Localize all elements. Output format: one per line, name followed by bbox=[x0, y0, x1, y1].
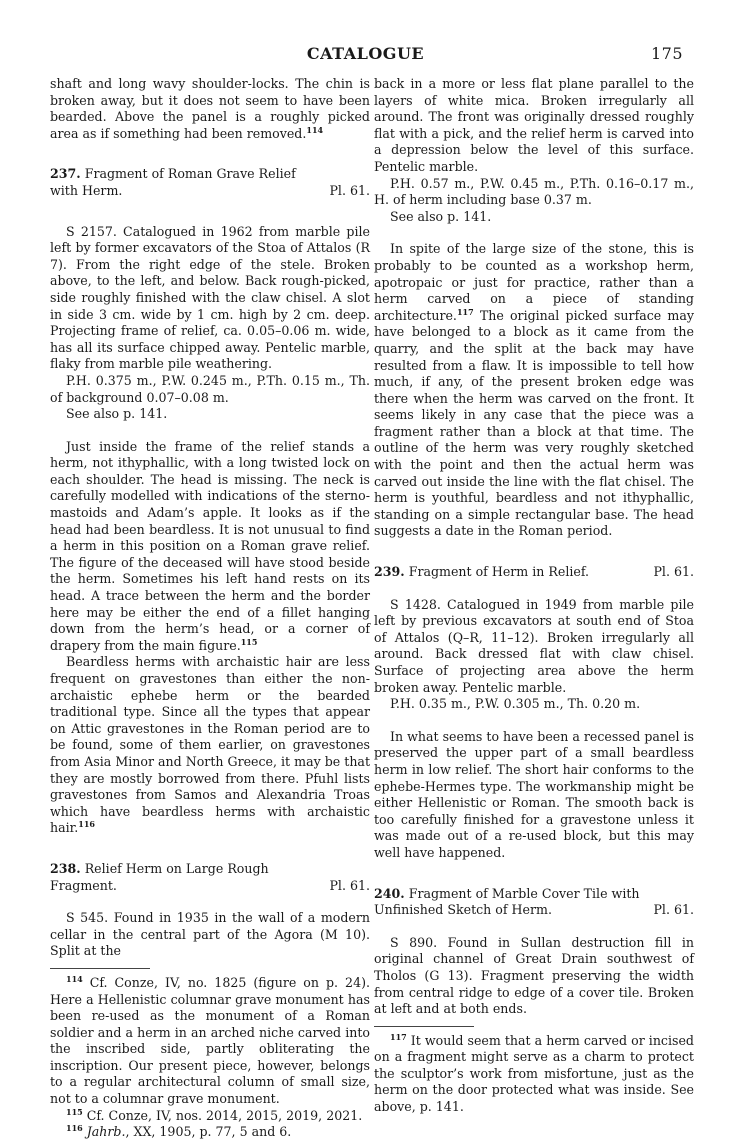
footnote: $^{114}$ Cf. Conze, IV, no. 1825 (figure on p. 24). Here a Hellenistic columnar grave monument has been re-used as the monument of a Roman soldier and a herm in an arched niche carved into the inscribed side, partly obliterating the inscription. Our present piece, however, belongs to a regular architectural column of small size, not to a columnar grave monument. bbox=[50, 973, 370, 1107]
running-header-title: CATALOGUE bbox=[306, 44, 425, 63]
commentary-paragraph: In what seems to have been a recessed panel is preserved the upper part of a small beardless herm in low relief. The short hair conforms to the ephebe-Hermes type. The workmanship might be either Hellenistic or Roman. The smooth back is too carefully finished for a gravestone unless it was made out of a re-used block, but this may well have happened. bbox=[374, 728, 694, 860]
entry-number: 238. bbox=[50, 860, 81, 876]
entry-heading-237 bbox=[50, 166, 370, 199]
footnote: $^{117}$ It would seem that a herm carved or incised on a fragment might serve as a charm to protect the sculptor’s work from misfortune, just as the herm on the door protected what was inside. See above, p. 141. bbox=[374, 1031, 694, 1115]
entry-title: Fragment of Roman Grave Relief with Herm. bbox=[50, 166, 296, 198]
entry-dimensions: P.H. 0.57 m., P.W. 0.45 m., P.Th. 0.16–0.17 m., H. of herm including base 0.37 m. bbox=[374, 175, 694, 208]
entry-heading-238 bbox=[50, 861, 370, 894]
footnote-ref: 115 bbox=[240, 636, 258, 647]
footnote-rule bbox=[374, 1026, 474, 1027]
entry-number: 237. bbox=[50, 166, 81, 182]
entry-description: S 890. Found in Sullan destruction fill in original channel of Great Drain southwest of Tholos (G 13). Fragment preserving the width from central ridge to edge of a cover tile. Broken at left and at both ends. bbox=[374, 934, 694, 1017]
plate-ref: Pl. 61. bbox=[329, 182, 370, 198]
right-column bbox=[374, 76, 694, 1116]
plate-ref: Pl. 61. bbox=[329, 877, 370, 893]
left-column bbox=[50, 76, 370, 1141]
plate-ref: Pl. 61. bbox=[653, 902, 694, 918]
commentary-paragraph: Beardless herms with archaistic hair are less frequent on gravestones than either the non-archaistic ephebe herm or the bearded traditional type. Since all the types that appear on Attic gravestones in the Roman period are to be found, some of them earlier, on gravestones from Asia Minor and North Greece, it may be that they are mostly borrowed from there. Pfuhl lists gravestones from Samos and Alexandria Troas which have beardless herms with archaistic hair.$^{116}$ bbox=[50, 654, 370, 836]
footnote-ref: 116 bbox=[78, 819, 95, 830]
paragraph-continued: shaft and long wavy shoulder-locks. The chin is broken away, but it does not seem to have been bearded. Above the panel is a roughly picked area as if something had been removed.$^{114}$ bbox=[50, 76, 370, 141]
paragraph-continued: back in a more or less flat plane parallel to the layers of white mica. Broken irregularly all around. The front was originally dressed roughly flat with a pick, and the relief herm is carved into a depression below the level of this surface. Pentelic marble. bbox=[374, 76, 694, 174]
entry-title: Relief Herm on Large Rough Fragment. bbox=[50, 860, 269, 893]
entry-see-also: See also p. 141. bbox=[390, 208, 492, 224]
entry-heading-240 bbox=[374, 886, 694, 919]
commentary-paragraph: Just inside the frame of the relief stands a herm, not ithyphallic, with a long twisted lock on each shoulder. The head is missing. The neck is carefully modelled with indications of the sterno-mastoids and Adam’s apple. It looks as if the head had been beardless. It is not unusual to find a herm in this position on a Roman grave relief. The figure of the deceased will have stood beside the herm. Sometimes his left hand rests on its head. A trace between the herm and the border here may be either the end of a fillet hanging down from the herm’s head, or a corner of drapery from the main figure.$^{115}$ bbox=[50, 438, 370, 653]
footnote: $^{116}$ Jahrb., XX, 1905, p. 77, 5 and 6. bbox=[66, 1123, 292, 1140]
page-number: 175 bbox=[650, 44, 683, 63]
entry-dimensions: P.H. 0.375 m., P.W. 0.245 m., P.Th. 0.15 m., Th. of background 0.07–0.08 m. bbox=[50, 372, 370, 405]
entry-title: Fragment of Herm in Relief. bbox=[408, 564, 590, 580]
commentary-paragraph: In spite of the large size of the stone, this is probably to be counted as a workshop herm, apotropaic or just for practice, rather than a herm carved on a piece of standing architecture.$^{117}$ The original picked surface may have belonged to a block as it came from the quarry, and the split at the back may have resulted from a flaw. It is impossible to tell how much, if any, of the present broken edge was there when the herm was carved on the front. It seems likely in any case that the piece was a fragment rather than a block at that time. The outline of the herm was very roughly sketched with the point and then the actual herm was carved out inside the line with the flat chisel. The herm is youthful, beardless and not ithyphallic, standing on a simple rectangular base. The head suggests a date in the Roman period. bbox=[374, 241, 694, 539]
entry-heading-239 bbox=[374, 564, 694, 581]
footnote-rule bbox=[50, 968, 150, 969]
entry-see-also: See also p. 141. bbox=[66, 406, 168, 422]
entry-number: 240. bbox=[374, 885, 405, 901]
plate-ref: Pl. 61. bbox=[653, 564, 694, 580]
footnote-ref: 114 bbox=[306, 124, 324, 135]
entry-description: S 1428. Catalogued in 1949 from marble pile left by previous excavators at south end of Stoa of Attalos (Q–R, 11–12). Broken irregularly all around. Back dressed flat with claw chisel. Surface of projecting area above the herm broken away. Pentelic marble. bbox=[374, 596, 694, 695]
entry-dimensions: P.H. 0.35 m., P.W. 0.305 m., Th. 0.20 m. bbox=[390, 696, 641, 712]
entry-description: S 2157. Catalogued in 1962 from marble pile left by former excavators of the Stoa of Attalos (R 7). From the right edge of the stele. Broken above, to the left, and below. Back rough-picked, side roughly finished with the claw chisel. A slot in side 3 cm. wide by 1 cm. high by 2 cm. deep. Projecting frame of relief, ca. 0.05–0.06 m. wide, has all its surface chipped away. Pentelic marble, flaky from marble pile weathering. bbox=[50, 223, 370, 372]
footnote-ref: 117 bbox=[456, 306, 474, 317]
entry-number: 239. bbox=[374, 564, 405, 580]
footnote: $^{115}$ Cf. Conze, IV, nos. 2014, 2015, 2019, 2021. bbox=[66, 1106, 363, 1123]
entry-description: S 545. Found in 1935 in the wall of a modern cellar in the central part of the Agora (M 10). Split at the bbox=[50, 910, 370, 959]
entry-title: Fragment of Marble Cover Tile with Unfinished Sketch of Herm. bbox=[374, 885, 640, 918]
